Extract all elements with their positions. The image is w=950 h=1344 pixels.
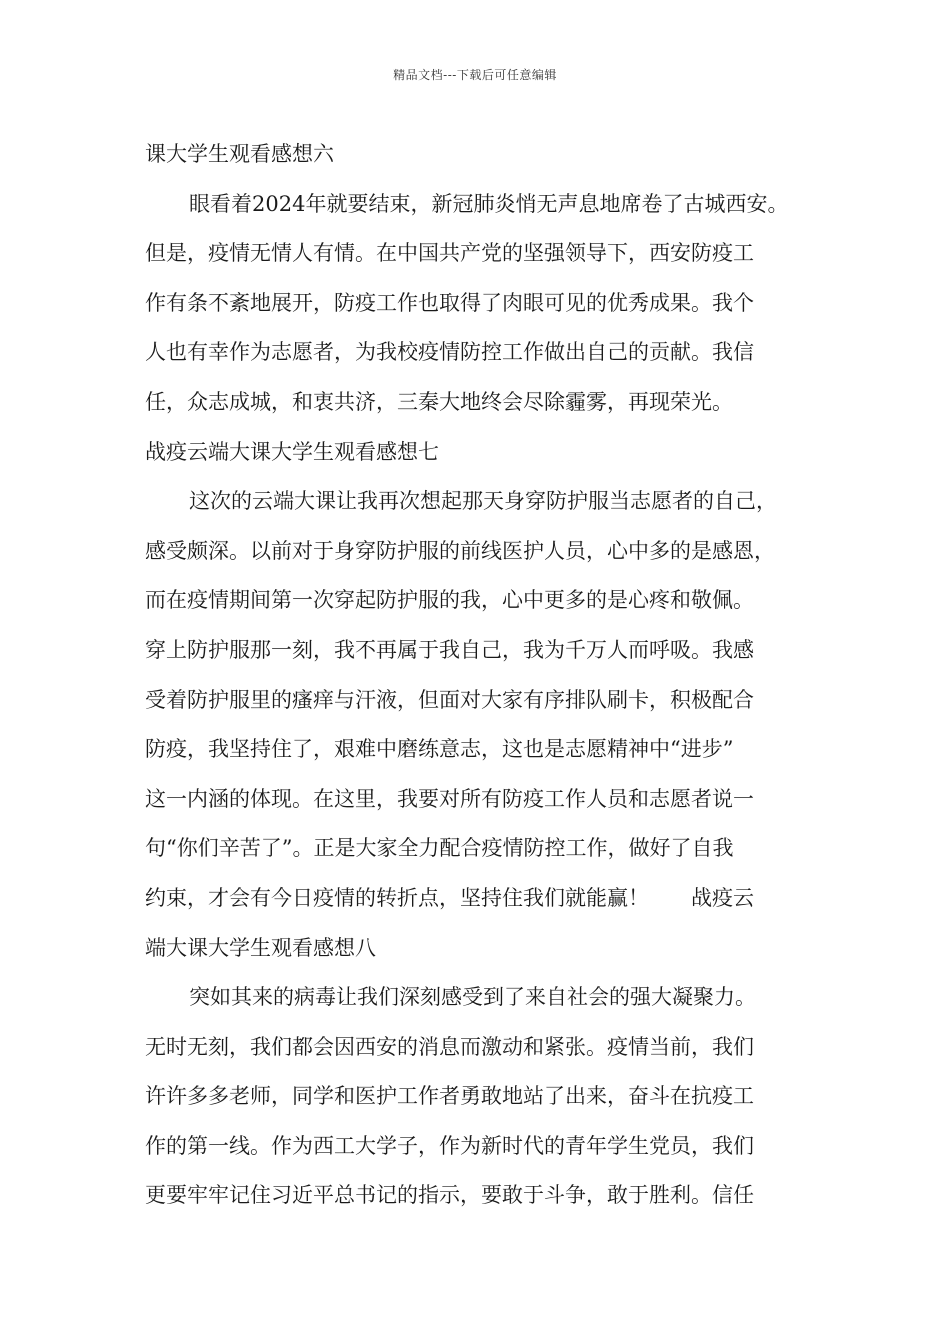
page-header: 精品文档---下载后可任意编辑 — [393, 68, 557, 82]
paragraph-line: 无时无刻，我们都会因西安的消息而激动和紧张。疫情当前，我们 — [145, 1034, 754, 1059]
paragraph-line: 这次的云端大课让我再次想起那天身穿防护服当志愿者的自己， — [189, 489, 777, 514]
paragraph-line: 约束，才会有今日疫情的转折点，坚持住我们就能赢！ 战疫云 — [145, 885, 754, 910]
paragraph-line: 任，众志成城，和衷共济，三秦大地终会尽除霾雾，再现荣光。 — [145, 389, 733, 414]
paragraph-line: 作的第一线。作为西工大学子，作为新时代的青年学生党员，我们 — [145, 1133, 754, 1158]
section-title-line: 战疫云端大课大学生观看感想七 — [145, 439, 439, 464]
paragraph-line: 人也有幸作为志愿者，为我校疫情防控工作做出自己的贡献。我信 — [145, 340, 754, 365]
paragraph-line: 但是，疫情无情人有情。在中国共产党的坚强领导下，西安防疫工 — [145, 241, 754, 266]
paragraph-line: 许许多多老师，同学和医护工作者勇敢地站了出来，奋斗在抗疫工 — [145, 1084, 754, 1109]
paragraph-line: 更要牢牢记住习近平总书记的指示，要敢于斗争，敢于胜利。信任 — [145, 1183, 754, 1208]
paragraph-line: 穿上防护服那一刻，我不再属于我自己，我为千万人而呼吸。我感 — [145, 637, 754, 662]
paragraph-line: 眼看着2024年就要结束，新冠肺炎悄无声息地席卷了古城西安。 — [189, 191, 789, 216]
document-body — [145, 130, 810, 1221]
paragraph-line: 防疫，我坚持住了，艰难中磨练意志，这也是志愿精神中“进步” — [145, 737, 734, 762]
section-title-line: 课大学生观看感想六 — [145, 142, 334, 166]
paragraph-line: 作有条不紊地展开，防疫工作也取得了肉眼可见的优秀成果。我个 — [145, 290, 754, 315]
paragraph-line: 突如其来的病毒让我们深刻感受到了来自社会的强大凝聚力。 — [189, 985, 756, 1010]
paragraph-line: 而在疫情期间第一次穿起防护服的我，心中更多的是心疼和敬佩。 — [145, 588, 754, 613]
paragraph-line: 感受颇深。以前对于身穿防护服的前线医护人员，心中多的是感恩， — [145, 538, 775, 563]
paragraph-line: 这一内涵的体现。在这里，我要对所有防疫工作人员和志愿者说一 — [145, 786, 754, 811]
paragraph-line: 句“你们辛苦了”。正是大家全力配合疫情防控工作，做好了自我 — [145, 836, 734, 861]
paragraph-line: 受着防护服里的瘙痒与汗液，但面对大家有序排队刷卡，积极配合 — [145, 687, 754, 712]
section-title-line: 端大课大学生观看感想八 — [145, 935, 376, 960]
